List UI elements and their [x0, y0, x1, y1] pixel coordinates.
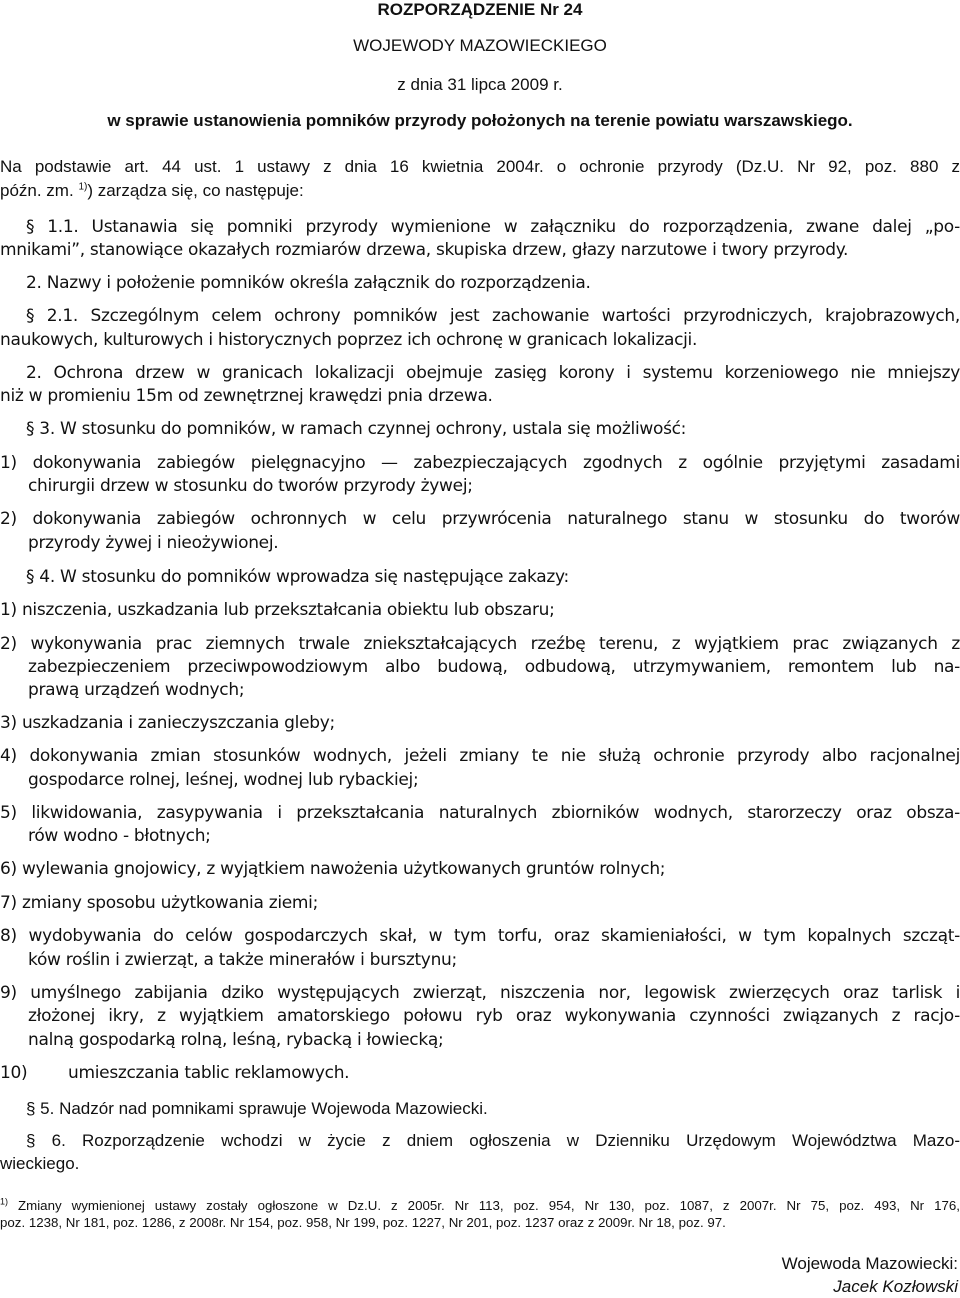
section-3-item-1-line-1: 1) dokonywania zabiegów pielęgnacyjno — zabezpieczających zgodnych z ogólnie przyjętymi zasadami	[0, 453, 960, 473]
section-4-item-9-line-3: nalną gospodarką rolną, leśną, rybacką i łowiecką;	[28, 1030, 444, 1050]
footnote-marker: 1)	[0, 1196, 9, 1207]
preamble-line-1: Na podstawie art. 44 ust. 1 ustawy z dnia 16 kwietnia 2004r. o ochronie przyrody (Dz.U. Nr 92, poz. 880 z	[0, 157, 960, 176]
section-2-para-1-line-1: § 2.1. Szczególnym celem ochrony pomników jest zachowanie wartości przyrodniczych, krajobrazowych,	[26, 306, 960, 326]
section-6-line-1: § 6. Rozporządzenie wchodzi w życie z dniem ogłoszenia w Dzienniku Urzędowym Województwa Mazo-	[26, 1131, 960, 1150]
section-4-item-10-number: 10)	[0, 1063, 28, 1083]
section-2-para-2-line-2: niż w promieniu 15m od zewnętrznej krawędzi pnia drzewa.	[0, 386, 493, 406]
section-1-para-1-line-1: § 1.1. Ustanawia się pomniki przyrody wymienione w załączniku do rozporządzenia, zwane dalej „po-	[26, 217, 960, 237]
section-3-item-1-line-2: chirurgii drzew w stosunku do tworów przyrody żywej;	[28, 476, 473, 496]
section-4-item-10-text: umieszczania tablic reklamowych.	[68, 1063, 350, 1083]
footnote-reference: 1)	[78, 181, 88, 193]
section-1-para-2: 2. Nazwy i położenie pomników określa załącznik do rozporządzenia.	[26, 273, 591, 293]
section-3-item-2-line-2: przyrody żywej i nieożywionej.	[28, 533, 279, 553]
issuing-authority: WOJEWODY MAZOWIECKIEGO	[353, 36, 607, 55]
section-4-item-9-line-2: złożonej ikry, z wyjątkiem amatorskiego połowu ryb oraz wykonywania czynności związanych z racjo-	[28, 1006, 960, 1026]
document-subject: w sprawie ustanowienia pomników przyrody położonych na terenie powiatu warszawskiego.	[107, 111, 853, 130]
section-4-item-2-line-3: prawą urządzeń wodnych;	[28, 680, 245, 700]
footnote-line-1	[0, 1197, 960, 1215]
preamble-line-2	[0, 180, 960, 202]
preamble-text-end: ) zarządza się, co następuje:	[87, 181, 304, 200]
section-4-item-8-line-2: ków roślin i zwierząt, a także minerałów i bursztynu;	[28, 950, 457, 970]
footnote-line-2: poz. 1238, Nr 181, poz. 1286, z 2008r. Nr 154, poz. 958, Nr 199, poz. 1227, Nr 201, poz. 1237 oraz z 2009r. Nr 18, poz. 97.	[0, 1215, 726, 1230]
section-4-item-6: 6) wylewania gnojowicy, z wyjątkiem nawożenia użytkowanych gruntów rolnych;	[0, 859, 666, 879]
section-4-item-5-line-1: 5) likwidowania, zasypywania i przekształcania naturalnych zbiorników wodnych, starorzeczy oraz obsza-	[0, 803, 960, 823]
section-3-intro: § 3. W stosunku do pomników, w ramach czynnej ochrony, ustala się możliwość:	[26, 419, 687, 439]
section-5: § 5. Nadzór nad pomnikami sprawuje Wojewoda Mazowiecki.	[26, 1099, 488, 1118]
issue-date: z dnia 31 lipca 2009 r.	[397, 75, 563, 94]
footnote-text-1: Zmiany wymienionej ustawy zostały ogłoszone w Dz.U. z 2005r. Nr 113, poz. 954, Nr 130, poz. 1087, z 2007r. Nr 75, poz. 493, Nr 176,	[18, 1198, 960, 1213]
section-4-item-1: 1) niszczenia, uszkadzania lub przekształcania obiektu lub obszaru;	[0, 600, 555, 620]
signature-name: Jacek Kozłowski	[833, 1277, 958, 1296]
section-4-item-4-line-2: gospodarce rolnej, leśnej, wodnej lub rybackiej;	[28, 770, 419, 790]
section-4-item-7: 7) zmiany sposobu użytkowania ziemi;	[0, 893, 319, 913]
section-4-item-2-line-1: 2) wykonywania prac ziemnych trwale zniekształcających rzeźbę terenu, z wyjątkiem prac związanych z	[0, 634, 960, 654]
section-4-item-2-line-2: zabezpieczeniem przeciwpowodziowym albo budową, odbudową, utrzymywaniem, remontem lub na-	[28, 657, 960, 677]
section-4-item-4-line-1: 4) dokonywania zmian stosunków wodnych, jeżeli zmiany te nie służą ochronie przyrody albo racjonalnej	[0, 746, 960, 766]
section-6-line-2: wieckiego.	[0, 1154, 80, 1173]
section-4-item-5-line-2: rów wodno - błotnych;	[28, 826, 211, 846]
section-1-para-1-line-2: mnikami”, stanowiące okazałych rozmiarów drzewa, skupiska drzew, głazy narzutowe i twory przyrody.	[0, 240, 849, 260]
signature-role: Wojewoda Mazowiecki:	[781, 1254, 958, 1273]
section-2-para-2-line-1: 2. Ochrona drzew w granicach lokalizacji obejmuje zasięg korony i systemu korzeniowego nie mniejszy	[26, 363, 960, 383]
section-3-item-2-line-1: 2) dokonywania zabiegów ochronnych w celu przywrócenia naturalnego stanu w stosunku do tworów	[0, 509, 960, 529]
section-4-item-9-line-1: 9) umyślnego zabijania dziko występujących zwierząt, niszczenia nor, legowisk zwierzęcych oraz tarlisk i	[0, 983, 960, 1003]
section-4-intro: § 4. W stosunku do pomników wprowadza się następujące zakazy:	[26, 567, 569, 587]
section-2-para-1-line-2: naukowych, kulturowych i historycznych poprzez ich ochronę w granicach lokalizacji.	[0, 330, 698, 350]
section-4-item-3: 3) uszkadzania i zanieczyszczania gleby;	[0, 713, 335, 733]
section-4-item-8-line-1: 8) wydobywania do celów gospodarczych skał, w tym torfu, oraz skamieniałości, w tym kopalnych szcząt-	[0, 926, 960, 946]
preamble-text-start: późn. zm.	[0, 181, 74, 200]
document-title: ROZPORZĄDZENIE Nr 24	[377, 0, 583, 19]
